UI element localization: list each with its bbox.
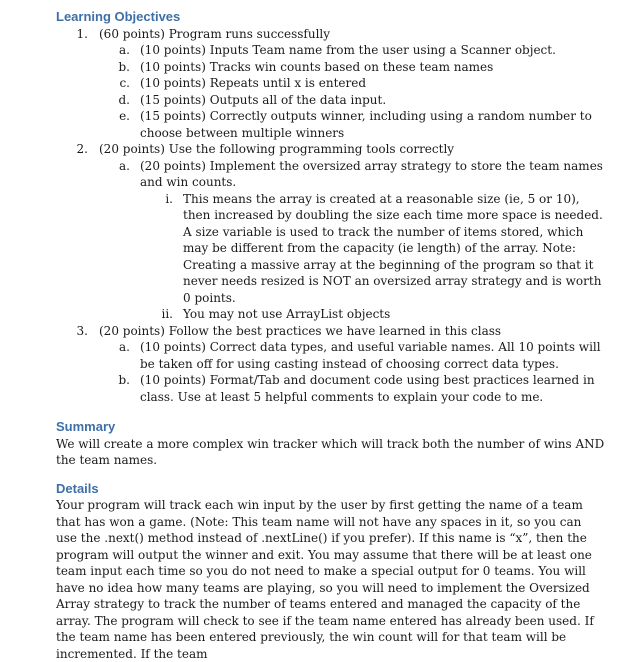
objective-subtext: (10 points) Format/Tab and document code using best practices learned in class. Use at least 5 helpful comments to explain your code to me.: [140, 373, 595, 404]
objective-1: [56, 26, 606, 43]
list-letter: c.: [119, 76, 130, 90]
objective-2a: [56, 158, 606, 191]
summary-text: We will create a more complex win tracker which will track both the number of wins AND the team names.: [56, 436, 605, 467]
list-number: 2.: [76, 142, 88, 156]
objective-subtext: (10 points) Inputs Team name from the user using a Scanner object.: [140, 43, 556, 57]
details-text: Your program will track each win input by the user by first getting the name of a team that has won a game. (Note: This team name will not have any spaces in it, so you can use the .next() method instead of .nextLine() if you prefer). If this name is “x”, then the program will output the winner and exit. You may assume that there will be at least one team input each time so you do not need to make a special output for 0 teams. You will have no idea how many teams are playing, so you will need to implement the Oversized Array strategy to track the number of teams entered and managed the capacity of the array. The program will check to see if the team name entered has already been used. If the team name has been entered previously, the win count will for that team will be incremented. If the team: [56, 498, 594, 661]
objective-2a-ii: [56, 306, 606, 323]
objective-detail-text: You may not use ArrayList objects: [183, 307, 391, 321]
objective-1d: [56, 92, 606, 109]
list-letter: d.: [118, 92, 130, 107]
objective-1e: [56, 108, 606, 141]
objective-3: [56, 323, 606, 340]
list-roman: i.: [165, 191, 173, 206]
details-heading: Details: [56, 480, 99, 496]
learning-objectives-heading: Learning Objectives: [56, 9, 181, 24]
objective-1c: [56, 75, 606, 92]
list-number: 1.: [76, 26, 88, 41]
objective-3b: [56, 372, 606, 405]
list-letter: e.: [119, 109, 130, 123]
summary-heading: Summary: [56, 419, 116, 434]
objective-1b: [56, 59, 606, 76]
objective-subtext: (10 points) Tracks win counts based on these team names: [140, 59, 494, 74]
objective-text: (20 points) Follow the best practices we have learned in this class: [99, 323, 502, 338]
list-letter: b.: [118, 373, 130, 387]
objective-2a-i: [56, 191, 606, 307]
document-page: [56, 9, 606, 662]
objective-subtext: (10 points) Repeats until x is entered: [140, 76, 367, 90]
list-roman: ii.: [161, 307, 173, 321]
objective-subtext: (15 points) Correctly outputs winner, including using a random number to choose between multiple winners: [140, 109, 592, 140]
objective-subtext: (15 points) Outputs all of the data input.: [140, 92, 387, 107]
objective-subtext: (10 points) Correct data types, and useful variable names. All 10 points will be taken off for using casting instead of choosing correct data types.: [140, 340, 601, 371]
objective-1a: [56, 42, 606, 59]
objective-detail-text: This means the array is created at a reasonable size (ie, 5 or 10), then increased by doubling the size each time more space is needed. A size variable is used to track the number of items stored, which may be different from the capacity (ie length) of the array. Note: Creating a massive array at the beginning of the program so that it never needs resized is NOT an oversized array strategy and is worth 0 points.: [183, 191, 603, 305]
list-letter: a.: [119, 340, 130, 354]
objective-text: (60 points) Program runs successfully: [99, 26, 331, 41]
list-letter: a.: [119, 158, 130, 173]
list-letter: b.: [118, 59, 130, 74]
list-number: 3.: [76, 323, 88, 338]
objective-3a: [56, 339, 606, 372]
objective-2: [56, 141, 606, 158]
objective-text: (20 points) Use the following programming tools correctly: [99, 142, 455, 156]
objective-subtext: (20 points) Implement the oversized array strategy to store the team names and win counts.: [140, 158, 603, 189]
list-letter: a.: [119, 43, 130, 57]
